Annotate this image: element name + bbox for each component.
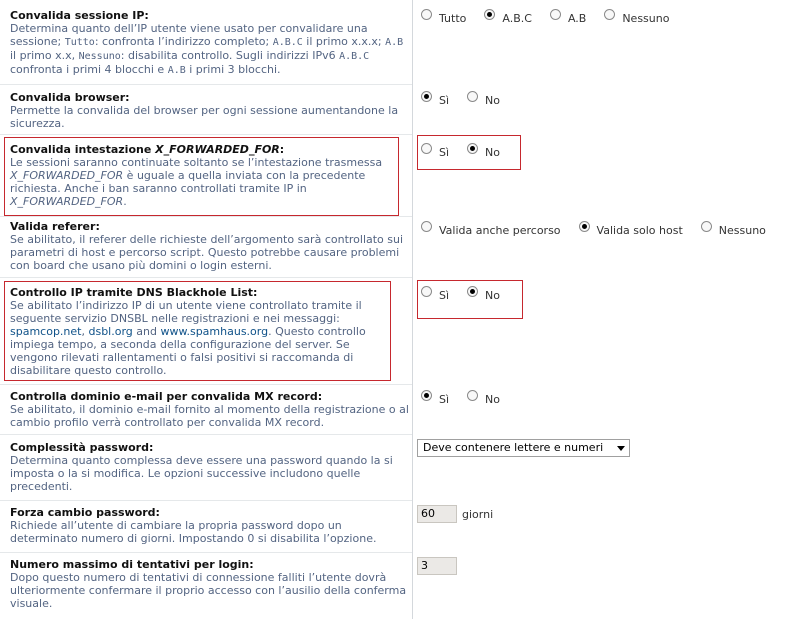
dnsbl-options bbox=[421, 289, 518, 302]
dnsbl-service-link[interactable]: spamcop.net bbox=[10, 325, 82, 338]
setting-title: Controlla dominio e-mail per convalida MX record: bbox=[10, 390, 323, 403]
row-divider bbox=[0, 84, 412, 85]
chevron-down-icon bbox=[617, 446, 625, 451]
code-token: A.B bbox=[385, 37, 404, 48]
text-segment: confronta i primi 4 blocchi e bbox=[10, 63, 168, 76]
text-segment: il primo x.x.x; bbox=[302, 35, 386, 48]
option-label: No bbox=[485, 289, 501, 302]
setting-referer-label bbox=[10, 220, 412, 272]
radio-referer-path[interactable] bbox=[421, 221, 432, 232]
text-segment: : confronta l’indirizzo completo; bbox=[94, 35, 273, 48]
setting-description: Le sessioni saranno continuate soltanto se l’intestazione trasmessa X_FORWARDED_FOR è uguale a quella inviata con la precedente richiesta. Anche i ban saranno controllati tramite IP in X_FORWARDED_FOR. bbox=[10, 156, 383, 208]
option-label: Sì bbox=[439, 393, 450, 406]
row-divider bbox=[0, 384, 412, 385]
option-label: Sì bbox=[439, 94, 450, 107]
setting-description: Se abilitato l’indirizzo IP di un utente viene controllato tramite il seguente servizio DNSBL nelle registrazioni e nei messaggi: spamcop.net, dsbl.org and www.spamhaus.org. Questo controllo impiega tempo, a seconda della configurazione del server. Se vengono rilevati rallentamenti o falsi positivi si raccomanda di disabilitare questo controllo. bbox=[10, 299, 366, 377]
setting-dnsbl-label bbox=[10, 286, 388, 377]
password-complexity-select[interactable] bbox=[417, 439, 630, 457]
row-divider bbox=[0, 500, 412, 501]
row-divider bbox=[0, 552, 412, 553]
row-divider bbox=[0, 434, 412, 435]
option-label: Nessuno bbox=[718, 224, 766, 237]
browser-validation-options bbox=[421, 94, 518, 107]
setting-title: Convalida browser: bbox=[10, 91, 130, 104]
option-label: Valida anche percorso bbox=[439, 224, 561, 237]
option-label: Sì bbox=[439, 289, 450, 302]
setting-description: Se abilitato, il dominio e-mail fornito al momento della registrazione o al cambio profilo verrà controllato per convalida MX record. bbox=[10, 403, 409, 429]
select-value: Deve contenere lettere e numeri bbox=[423, 441, 604, 454]
radio-dnsbl-no[interactable] bbox=[467, 286, 478, 297]
radio-ip-all[interactable] bbox=[421, 9, 432, 20]
radio-browser-yes[interactable] bbox=[421, 91, 432, 102]
option-label: A.B.C bbox=[502, 12, 532, 25]
ip-validation-options bbox=[421, 12, 687, 25]
dnsbl-service-link[interactable]: dsbl.org bbox=[88, 325, 133, 338]
text-segment: i primi 3 blocchi. bbox=[185, 63, 281, 76]
option-label: A.B bbox=[567, 12, 587, 25]
column-divider bbox=[412, 0, 413, 619]
radio-browser-no[interactable] bbox=[467, 91, 478, 102]
option-label: No bbox=[485, 146, 501, 159]
setting-description: Determina quanto complessa deve essere una password quando la si imposta o la si modifica. Le opzioni successive includono quelle precedenti. bbox=[10, 454, 393, 493]
setting-ip-validation-label bbox=[10, 9, 412, 77]
code-token: A.B bbox=[167, 65, 186, 76]
setting-max-login-attempts-label bbox=[10, 558, 412, 610]
setting-title: Convalida intestazione X_FORWARDED_FOR: bbox=[10, 143, 285, 156]
setting-forwarded-for-label bbox=[10, 143, 412, 208]
setting-description: Permette la convalida del browser per ogni sessione aumentandone la sicurezza. bbox=[10, 104, 399, 130]
radio-referer-host[interactable] bbox=[579, 221, 590, 232]
setting-mx-label bbox=[10, 390, 412, 429]
radio-forwarded-no[interactable] bbox=[467, 143, 478, 154]
row-divider bbox=[0, 216, 412, 217]
setting-title: Forza cambio password: bbox=[10, 506, 160, 519]
password-change-days-input[interactable]: 60 bbox=[417, 505, 457, 523]
dnsbl-service-link[interactable]: www.spamhaus.org bbox=[160, 325, 269, 338]
mx-options bbox=[421, 393, 518, 406]
code-token: A.B.C bbox=[272, 37, 303, 48]
code-token: A.B.C bbox=[339, 51, 370, 62]
setting-title: Complessità password: bbox=[10, 441, 154, 454]
days-unit-label: giorni bbox=[462, 508, 494, 521]
setting-description: Se abilitato, il referer delle richieste dell’argomento sarà controllato sui parametri di host e percorso script. Questo potrebbe causare problemi con board che usano più domini o login esterni. bbox=[10, 233, 404, 272]
option-label: No bbox=[485, 393, 501, 406]
setting-description bbox=[10, 22, 412, 77]
text-segment: : disabilita controllo. Sugli indirizzi IPv6 bbox=[120, 49, 340, 62]
row-divider bbox=[0, 277, 412, 278]
option-label: Sì bbox=[439, 146, 450, 159]
setting-description: Dopo questo numero di tentativi di connessione falliti l’utente dovrà ulteriormente confermare il proprio accesso con l’ausilio della conferma visuale. bbox=[10, 571, 407, 610]
radio-mx-no[interactable] bbox=[467, 390, 478, 401]
setting-password-complexity-label bbox=[10, 441, 412, 493]
option-label: Nessuno bbox=[622, 12, 670, 25]
code-token: Tutto bbox=[64, 37, 95, 48]
setting-title: Convalida sessione IP: bbox=[10, 9, 149, 22]
option-label: Valida solo host bbox=[596, 224, 683, 237]
radio-dnsbl-yes[interactable] bbox=[421, 286, 432, 297]
radio-mx-yes[interactable] bbox=[421, 390, 432, 401]
radio-forwarded-yes[interactable] bbox=[421, 143, 432, 154]
text-segment: il primo x.x, bbox=[10, 49, 79, 62]
setting-browser-validation-label bbox=[10, 91, 412, 130]
forwarded-for-options bbox=[421, 146, 518, 159]
radio-ip-ab[interactable] bbox=[550, 9, 561, 20]
setting-description: Richiede all’utente di cambiare la propria password dopo un determinato numero di giorni. Impostando 0 si disabilita l’opzione. bbox=[10, 519, 377, 545]
setting-force-password-change-label bbox=[10, 506, 412, 545]
setting-title: Controllo IP tramite DNS Blackhole List: bbox=[10, 286, 258, 299]
radio-ip-abc[interactable] bbox=[484, 9, 495, 20]
option-label: Tutto bbox=[439, 12, 467, 25]
setting-title: Valida referer: bbox=[10, 220, 100, 233]
text-segment: Determina quanto dell’IP utente viene usato per convalidare una sessione; bbox=[10, 22, 368, 48]
radio-referer-none[interactable] bbox=[701, 221, 712, 232]
option-label: No bbox=[485, 94, 501, 107]
row-divider bbox=[0, 134, 412, 135]
referer-options bbox=[421, 224, 766, 237]
max-login-attempts-input[interactable]: 3 bbox=[417, 557, 457, 575]
code-token: Nessuno bbox=[78, 51, 121, 62]
setting-title: Numero massimo di tentativi per login: bbox=[10, 558, 254, 571]
radio-ip-none[interactable] bbox=[604, 9, 615, 20]
